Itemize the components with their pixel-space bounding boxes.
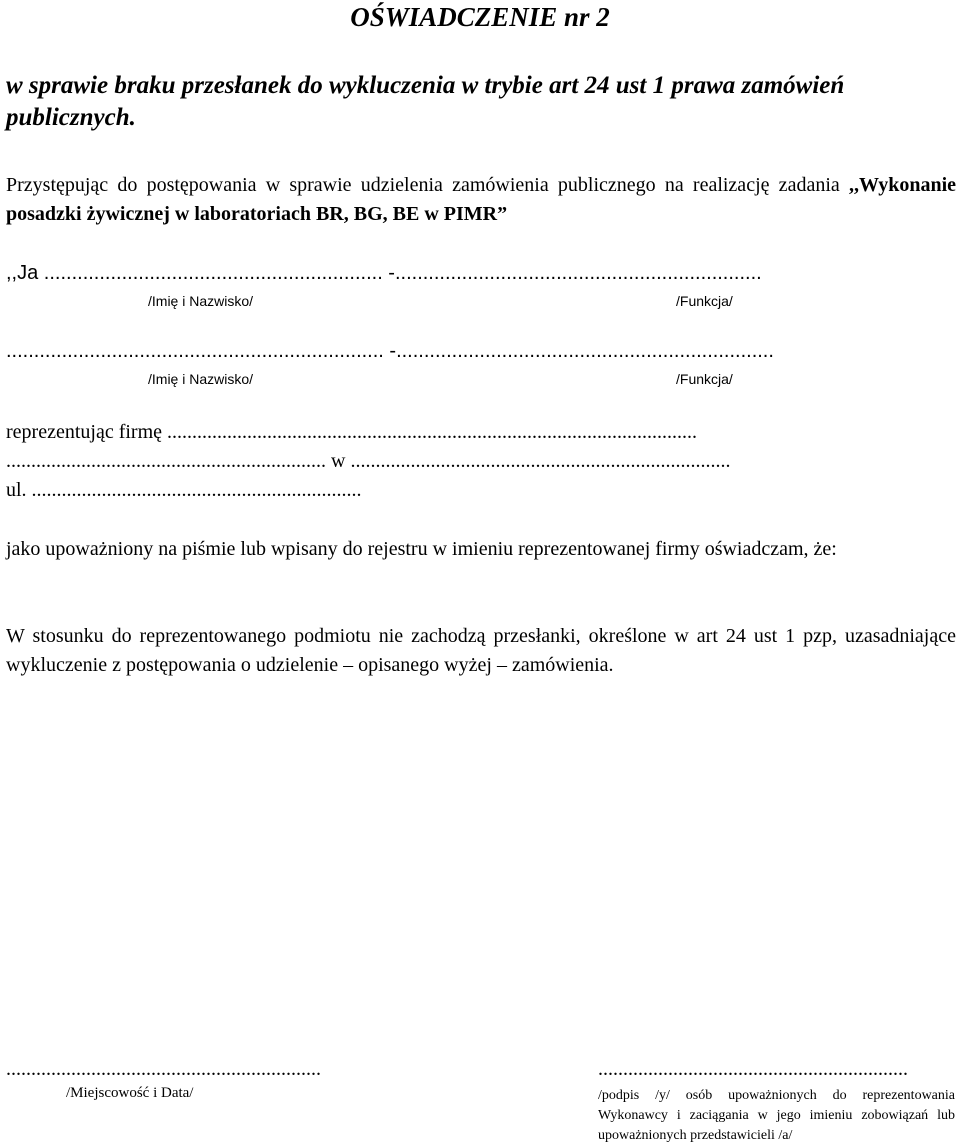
- intro-text: Przystępując do postępowania w sprawie udzielenia zamówienia publicznego na realizację zadania: [6, 174, 840, 196]
- person1-name-label: /Imię i Nazwisko/: [148, 293, 254, 309]
- person1-line: ,,Ja ............................................................. -..................................................................: [6, 262, 762, 284]
- place-date-dots: ...............................................................: [6, 1058, 321, 1080]
- task-name: ,,Wykonanie posadzki żywicznej w laboratoriach BR, BG, BE w PIMR”: [6, 174, 956, 225]
- document-title: OŚWIADCZENIE nr 2: [350, 2, 610, 32]
- statement-paragraph: W stosunku do reprezentowanego podmiotu nie zachodzą przesłanki, określone w art 24 ust 1 pzp, uzasadniające wykluczenie z postępowania o udzielenie – opisanego wyżej – zamówienia.: [6, 625, 956, 676]
- person2-function-label: /Funkcja/: [676, 371, 733, 387]
- city-line: ................................................................ w ............................................................................: [6, 450, 731, 472]
- firm-line: reprezentując firmę ..........................................................................................................: [6, 421, 698, 443]
- place-date-label: /Miejscowość i Data/: [66, 1085, 194, 1101]
- intro-paragraph: [6, 171, 956, 229]
- person1-function-label: /Funkcja/: [676, 293, 733, 309]
- signature-label: /podpis /y/ osób upoważnionych do reprezentowania Wykonawcy i zaciągania w jego imieniu zobowiązań lub upoważnionych przedstawicieli /a/: [598, 1088, 955, 1143]
- document-subject: w sprawie braku przesłanek do wykluczenia w trybie art 24 ust 1 prawa zamówień publicznych.: [6, 72, 845, 131]
- person2-name-label: /Imię i Nazwisko/: [148, 371, 254, 387]
- signature-dots: ..............................................................: [598, 1058, 908, 1080]
- authorized-paragraph: jako upoważniony na piśmie lub wpisany do rejestru w imieniu reprezentowanej firmy oświadczam, że:: [6, 538, 837, 560]
- person2-line: .................................................................... -....................................................................: [6, 340, 774, 362]
- street-line: ul. ..................................................................: [6, 479, 362, 501]
